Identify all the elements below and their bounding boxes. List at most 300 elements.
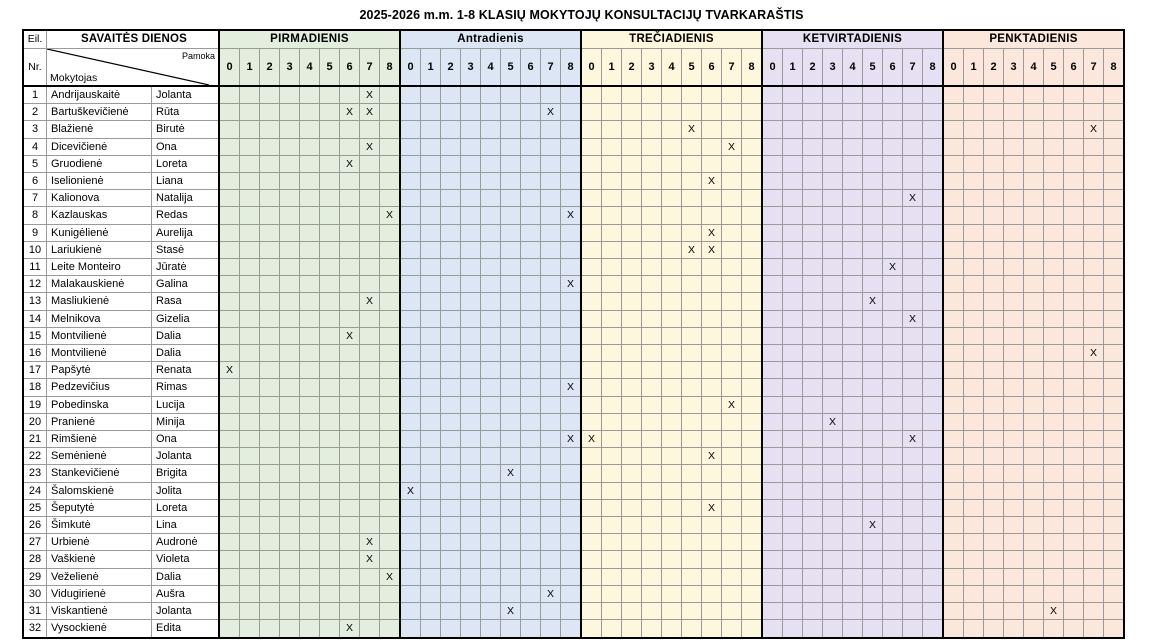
schedule-cell-d3-s8[interactable] (742, 465, 763, 482)
schedule-cell-d5-s6[interactable] (1064, 138, 1084, 155)
schedule-cell-d4-s2[interactable] (803, 482, 823, 499)
schedule-cell-d3-s8[interactable] (742, 138, 763, 155)
schedule-cell-d3-s2[interactable] (622, 448, 642, 465)
schedule-cell-d1-s7[interactable] (360, 413, 380, 430)
schedule-cell-d1-s0[interactable] (219, 293, 240, 310)
schedule-cell-d2-s0[interactable] (400, 448, 421, 465)
schedule-cell-d3-s2[interactable] (622, 517, 642, 534)
schedule-cell-d4-s0[interactable] (762, 603, 783, 620)
schedule-cell-d4-s0[interactable] (762, 293, 783, 310)
schedule-cell-d1-s6[interactable]: X (340, 155, 360, 172)
schedule-cell-d3-s0[interactable] (581, 396, 602, 413)
schedule-cell-d3-s7[interactable] (722, 534, 742, 551)
schedule-cell-d3-s2[interactable] (622, 259, 642, 276)
schedule-cell-d1-s2[interactable] (260, 173, 280, 190)
schedule-cell-d1-s8[interactable] (380, 413, 401, 430)
schedule-cell-d3-s2[interactable] (622, 585, 642, 602)
schedule-cell-d1-s1[interactable] (240, 465, 260, 482)
schedule-cell-d1-s0[interactable] (219, 155, 240, 172)
schedule-cell-d3-s5[interactable] (682, 585, 702, 602)
schedule-cell-d1-s6[interactable] (340, 121, 360, 138)
schedule-cell-d5-s2[interactable] (984, 585, 1004, 602)
schedule-cell-d5-s5[interactable] (1044, 499, 1064, 516)
schedule-cell-d3-s7[interactable] (722, 620, 742, 638)
schedule-cell-d4-s4[interactable] (843, 413, 863, 430)
schedule-cell-d4-s6[interactable] (883, 620, 903, 638)
schedule-cell-d5-s7[interactable] (1084, 396, 1104, 413)
schedule-cell-d1-s7[interactable] (360, 585, 380, 602)
schedule-cell-d4-s4[interactable] (843, 310, 863, 327)
schedule-cell-d4-s7[interactable] (903, 362, 923, 379)
schedule-cell-d1-s1[interactable] (240, 86, 260, 104)
schedule-cell-d5-s3[interactable] (1004, 362, 1024, 379)
schedule-cell-d1-s8[interactable] (380, 310, 401, 327)
schedule-cell-d4-s6[interactable] (883, 396, 903, 413)
schedule-cell-d3-s0[interactable] (581, 345, 602, 362)
schedule-cell-d3-s0[interactable] (581, 499, 602, 516)
schedule-cell-d1-s4[interactable] (300, 551, 320, 568)
schedule-cell-d3-s1[interactable] (602, 104, 622, 121)
schedule-cell-d2-s5[interactable] (501, 585, 521, 602)
schedule-cell-d4-s7[interactable] (903, 259, 923, 276)
schedule-cell-d5-s8[interactable] (1104, 585, 1125, 602)
schedule-cell-d1-s6[interactable] (340, 603, 360, 620)
schedule-cell-d5-s2[interactable] (984, 345, 1004, 362)
schedule-cell-d5-s0[interactable] (943, 517, 964, 534)
schedule-cell-d5-s6[interactable] (1064, 241, 1084, 258)
schedule-cell-d2-s0[interactable] (400, 241, 421, 258)
schedule-cell-d1-s8[interactable] (380, 551, 401, 568)
schedule-cell-d5-s8[interactable] (1104, 413, 1125, 430)
schedule-cell-d4-s8[interactable] (923, 517, 944, 534)
schedule-cell-d1-s0[interactable] (219, 259, 240, 276)
schedule-cell-d4-s6[interactable] (883, 379, 903, 396)
schedule-cell-d3-s7[interactable] (722, 86, 742, 104)
schedule-cell-d3-s0[interactable] (581, 104, 602, 121)
schedule-cell-d5-s4[interactable] (1024, 482, 1044, 499)
schedule-cell-d2-s0[interactable] (400, 603, 421, 620)
schedule-cell-d2-s0[interactable] (400, 413, 421, 430)
schedule-cell-d2-s6[interactable] (521, 534, 541, 551)
schedule-cell-d4-s7[interactable] (903, 620, 923, 638)
schedule-cell-d2-s6[interactable] (521, 207, 541, 224)
schedule-cell-d2-s5[interactable] (501, 121, 521, 138)
schedule-cell-d5-s1[interactable] (964, 603, 984, 620)
schedule-cell-d2-s7[interactable] (541, 327, 561, 344)
schedule-cell-d1-s3[interactable] (280, 259, 300, 276)
schedule-cell-d1-s6[interactable] (340, 173, 360, 190)
schedule-cell-d5-s4[interactable] (1024, 620, 1044, 638)
schedule-cell-d4-s7[interactable] (903, 173, 923, 190)
schedule-cell-d1-s1[interactable] (240, 362, 260, 379)
schedule-cell-d2-s4[interactable] (481, 396, 501, 413)
schedule-cell-d4-s6[interactable] (883, 517, 903, 534)
schedule-cell-d3-s3[interactable] (642, 568, 662, 585)
schedule-cell-d5-s1[interactable] (964, 241, 984, 258)
schedule-cell-d1-s2[interactable] (260, 190, 280, 207)
schedule-cell-d1-s2[interactable] (260, 585, 280, 602)
schedule-cell-d3-s3[interactable] (642, 620, 662, 638)
schedule-cell-d3-s5[interactable] (682, 224, 702, 241)
schedule-cell-d4-s4[interactable] (843, 241, 863, 258)
schedule-cell-d5-s7[interactable] (1084, 259, 1104, 276)
schedule-cell-d4-s8[interactable] (923, 276, 944, 293)
schedule-cell-d1-s8[interactable] (380, 620, 401, 638)
schedule-cell-d1-s6[interactable] (340, 276, 360, 293)
schedule-cell-d4-s3[interactable] (823, 259, 843, 276)
schedule-cell-d2-s1[interactable] (421, 190, 441, 207)
schedule-cell-d2-s5[interactable] (501, 224, 521, 241)
schedule-cell-d2-s8[interactable] (561, 86, 582, 104)
schedule-cell-d5-s5[interactable] (1044, 86, 1064, 104)
schedule-cell-d4-s7[interactable] (903, 155, 923, 172)
schedule-cell-d4-s4[interactable] (843, 448, 863, 465)
schedule-cell-d2-s6[interactable] (521, 585, 541, 602)
schedule-cell-d5-s4[interactable] (1024, 396, 1044, 413)
schedule-cell-d5-s5[interactable] (1044, 293, 1064, 310)
schedule-cell-d4-s0[interactable] (762, 173, 783, 190)
schedule-cell-d2-s5[interactable] (501, 448, 521, 465)
schedule-cell-d5-s0[interactable] (943, 104, 964, 121)
schedule-cell-d1-s4[interactable] (300, 568, 320, 585)
schedule-cell-d3-s0[interactable] (581, 276, 602, 293)
schedule-cell-d4-s3[interactable] (823, 327, 843, 344)
schedule-cell-d4-s2[interactable] (803, 465, 823, 482)
schedule-cell-d2-s6[interactable] (521, 276, 541, 293)
schedule-cell-d2-s1[interactable] (421, 534, 441, 551)
schedule-cell-d4-s8[interactable] (923, 138, 944, 155)
schedule-cell-d3-s7[interactable] (722, 259, 742, 276)
schedule-cell-d5-s1[interactable] (964, 173, 984, 190)
schedule-cell-d2-s7[interactable] (541, 499, 561, 516)
schedule-cell-d4-s6[interactable] (883, 482, 903, 499)
schedule-cell-d2-s4[interactable] (481, 482, 501, 499)
schedule-cell-d2-s2[interactable] (441, 534, 461, 551)
schedule-cell-d3-s1[interactable] (602, 293, 622, 310)
schedule-cell-d2-s0[interactable] (400, 293, 421, 310)
schedule-cell-d5-s2[interactable] (984, 241, 1004, 258)
schedule-cell-d1-s6[interactable] (340, 499, 360, 516)
schedule-cell-d1-s5[interactable] (320, 190, 340, 207)
schedule-cell-d3-s8[interactable] (742, 241, 763, 258)
schedule-cell-d4-s1[interactable] (783, 86, 803, 104)
schedule-cell-d3-s0[interactable] (581, 603, 602, 620)
schedule-cell-d4-s2[interactable] (803, 585, 823, 602)
schedule-cell-d5-s2[interactable] (984, 224, 1004, 241)
schedule-cell-d5-s5[interactable] (1044, 413, 1064, 430)
schedule-cell-d2-s5[interactable] (501, 499, 521, 516)
schedule-cell-d4-s7[interactable] (903, 396, 923, 413)
schedule-cell-d5-s7[interactable] (1084, 362, 1104, 379)
schedule-cell-d2-s8[interactable]: X (561, 431, 582, 448)
schedule-cell-d5-s3[interactable] (1004, 534, 1024, 551)
schedule-cell-d3-s7[interactable]: X (722, 396, 742, 413)
schedule-cell-d3-s5[interactable] (682, 310, 702, 327)
schedule-cell-d1-s8[interactable] (380, 603, 401, 620)
schedule-cell-d5-s8[interactable] (1104, 155, 1125, 172)
schedule-cell-d2-s5[interactable] (501, 293, 521, 310)
schedule-cell-d2-s1[interactable] (421, 568, 441, 585)
schedule-cell-d5-s1[interactable] (964, 431, 984, 448)
schedule-cell-d4-s2[interactable] (803, 173, 823, 190)
schedule-cell-d3-s1[interactable] (602, 499, 622, 516)
schedule-cell-d1-s5[interactable] (320, 413, 340, 430)
schedule-cell-d4-s2[interactable] (803, 603, 823, 620)
schedule-cell-d4-s4[interactable] (843, 190, 863, 207)
schedule-cell-d2-s2[interactable] (441, 396, 461, 413)
schedule-cell-d2-s0[interactable] (400, 121, 421, 138)
schedule-cell-d5-s6[interactable] (1064, 396, 1084, 413)
schedule-cell-d2-s7[interactable] (541, 413, 561, 430)
schedule-cell-d5-s7[interactable] (1084, 224, 1104, 241)
schedule-cell-d4-s3[interactable]: X (823, 413, 843, 430)
schedule-cell-d2-s2[interactable] (441, 465, 461, 482)
schedule-cell-d4-s2[interactable] (803, 431, 823, 448)
schedule-cell-d1-s4[interactable] (300, 413, 320, 430)
schedule-cell-d5-s2[interactable] (984, 482, 1004, 499)
schedule-cell-d1-s6[interactable]: X (340, 620, 360, 638)
schedule-cell-d5-s1[interactable] (964, 379, 984, 396)
schedule-cell-d3-s8[interactable] (742, 310, 763, 327)
schedule-cell-d5-s2[interactable] (984, 568, 1004, 585)
schedule-cell-d5-s7[interactable] (1084, 86, 1104, 104)
schedule-cell-d2-s4[interactable] (481, 362, 501, 379)
schedule-cell-d2-s0[interactable] (400, 173, 421, 190)
schedule-cell-d3-s2[interactable] (622, 293, 642, 310)
schedule-cell-d4-s7[interactable] (903, 379, 923, 396)
schedule-cell-d2-s8[interactable] (561, 482, 582, 499)
schedule-cell-d4-s0[interactable] (762, 207, 783, 224)
schedule-cell-d2-s5[interactable] (501, 173, 521, 190)
schedule-cell-d1-s0[interactable] (219, 207, 240, 224)
schedule-cell-d2-s2[interactable] (441, 241, 461, 258)
schedule-cell-d5-s8[interactable] (1104, 568, 1125, 585)
schedule-cell-d4-s2[interactable] (803, 121, 823, 138)
schedule-cell-d3-s6[interactable] (702, 568, 722, 585)
schedule-cell-d1-s4[interactable] (300, 379, 320, 396)
schedule-cell-d4-s6[interactable] (883, 276, 903, 293)
schedule-cell-d2-s6[interactable] (521, 499, 541, 516)
schedule-cell-d1-s0[interactable] (219, 534, 240, 551)
schedule-cell-d1-s1[interactable] (240, 155, 260, 172)
schedule-cell-d4-s3[interactable] (823, 276, 843, 293)
schedule-cell-d1-s7[interactable] (360, 276, 380, 293)
schedule-cell-d1-s5[interactable] (320, 207, 340, 224)
schedule-cell-d4-s4[interactable] (843, 224, 863, 241)
schedule-cell-d2-s2[interactable] (441, 259, 461, 276)
schedule-cell-d2-s1[interactable] (421, 276, 441, 293)
schedule-cell-d4-s5[interactable] (863, 379, 883, 396)
schedule-cell-d3-s5[interactable] (682, 534, 702, 551)
schedule-cell-d3-s0[interactable] (581, 327, 602, 344)
schedule-cell-d5-s7[interactable] (1084, 173, 1104, 190)
schedule-cell-d3-s1[interactable] (602, 241, 622, 258)
schedule-cell-d1-s6[interactable] (340, 345, 360, 362)
schedule-cell-d4-s4[interactable] (843, 121, 863, 138)
schedule-cell-d1-s5[interactable] (320, 603, 340, 620)
schedule-cell-d2-s2[interactable] (441, 104, 461, 121)
schedule-cell-d3-s0[interactable] (581, 121, 602, 138)
schedule-cell-d5-s0[interactable] (943, 345, 964, 362)
schedule-cell-d4-s4[interactable] (843, 465, 863, 482)
schedule-cell-d4-s1[interactable] (783, 224, 803, 241)
schedule-cell-d5-s3[interactable] (1004, 603, 1024, 620)
schedule-cell-d1-s0[interactable] (219, 603, 240, 620)
schedule-cell-d4-s6[interactable] (883, 121, 903, 138)
schedule-cell-d4-s0[interactable] (762, 499, 783, 516)
schedule-cell-d1-s2[interactable] (260, 431, 280, 448)
schedule-cell-d5-s0[interactable] (943, 138, 964, 155)
schedule-cell-d5-s7[interactable] (1084, 534, 1104, 551)
schedule-cell-d2-s3[interactable] (461, 585, 481, 602)
schedule-cell-d2-s0[interactable] (400, 224, 421, 241)
schedule-cell-d3-s3[interactable] (642, 396, 662, 413)
schedule-cell-d3-s7[interactable] (722, 448, 742, 465)
schedule-cell-d2-s7[interactable] (541, 224, 561, 241)
schedule-cell-d3-s2[interactable] (622, 190, 642, 207)
schedule-cell-d4-s5[interactable]: X (863, 517, 883, 534)
schedule-cell-d5-s5[interactable] (1044, 534, 1064, 551)
schedule-cell-d3-s3[interactable] (642, 207, 662, 224)
schedule-cell-d1-s6[interactable] (340, 465, 360, 482)
schedule-cell-d5-s5[interactable] (1044, 259, 1064, 276)
schedule-cell-d5-s6[interactable] (1064, 482, 1084, 499)
schedule-cell-d2-s4[interactable] (481, 379, 501, 396)
schedule-cell-d1-s2[interactable] (260, 568, 280, 585)
schedule-cell-d4-s7[interactable] (903, 276, 923, 293)
schedule-cell-d3-s2[interactable] (622, 86, 642, 104)
schedule-cell-d5-s3[interactable] (1004, 310, 1024, 327)
schedule-cell-d1-s3[interactable] (280, 568, 300, 585)
schedule-cell-d3-s1[interactable] (602, 585, 622, 602)
schedule-cell-d2-s2[interactable] (441, 413, 461, 430)
schedule-cell-d5-s6[interactable] (1064, 413, 1084, 430)
schedule-cell-d3-s1[interactable] (602, 310, 622, 327)
schedule-cell-d4-s2[interactable] (803, 138, 823, 155)
schedule-cell-d1-s4[interactable] (300, 396, 320, 413)
schedule-cell-d1-s2[interactable] (260, 327, 280, 344)
schedule-cell-d1-s4[interactable] (300, 517, 320, 534)
schedule-cell-d4-s8[interactable] (923, 190, 944, 207)
schedule-cell-d3-s6[interactable]: X (702, 448, 722, 465)
schedule-cell-d2-s5[interactable] (501, 431, 521, 448)
schedule-cell-d1-s6[interactable] (340, 551, 360, 568)
schedule-cell-d1-s2[interactable] (260, 345, 280, 362)
schedule-cell-d3-s3[interactable] (642, 259, 662, 276)
schedule-cell-d2-s8[interactable]: X (561, 207, 582, 224)
schedule-cell-d2-s1[interactable] (421, 104, 441, 121)
schedule-cell-d2-s3[interactable] (461, 620, 481, 638)
schedule-cell-d2-s7[interactable] (541, 396, 561, 413)
schedule-cell-d4-s2[interactable] (803, 551, 823, 568)
schedule-cell-d4-s3[interactable] (823, 585, 843, 602)
schedule-cell-d2-s1[interactable] (421, 620, 441, 638)
schedule-cell-d1-s6[interactable] (340, 517, 360, 534)
schedule-cell-d5-s5[interactable] (1044, 327, 1064, 344)
schedule-cell-d1-s5[interactable] (320, 224, 340, 241)
schedule-cell-d5-s7[interactable] (1084, 310, 1104, 327)
schedule-cell-d1-s6[interactable] (340, 413, 360, 430)
schedule-cell-d2-s5[interactable] (501, 517, 521, 534)
schedule-cell-d3-s8[interactable] (742, 173, 763, 190)
schedule-cell-d3-s3[interactable] (642, 534, 662, 551)
schedule-cell-d3-s4[interactable] (662, 517, 682, 534)
schedule-cell-d4-s6[interactable]: X (883, 259, 903, 276)
schedule-cell-d2-s8[interactable] (561, 413, 582, 430)
schedule-cell-d1-s6[interactable] (340, 568, 360, 585)
schedule-cell-d5-s1[interactable] (964, 448, 984, 465)
schedule-cell-d4-s6[interactable] (883, 499, 903, 516)
schedule-cell-d1-s1[interactable] (240, 345, 260, 362)
schedule-cell-d1-s0[interactable] (219, 276, 240, 293)
schedule-cell-d4-s8[interactable] (923, 551, 944, 568)
schedule-cell-d4-s1[interactable] (783, 413, 803, 430)
schedule-cell-d2-s1[interactable] (421, 465, 441, 482)
schedule-cell-d1-s8[interactable]: X (380, 207, 401, 224)
schedule-cell-d1-s7[interactable] (360, 517, 380, 534)
schedule-cell-d2-s7[interactable] (541, 448, 561, 465)
schedule-cell-d4-s1[interactable] (783, 551, 803, 568)
schedule-cell-d4-s4[interactable] (843, 517, 863, 534)
schedule-cell-d4-s5[interactable] (863, 327, 883, 344)
schedule-cell-d4-s4[interactable] (843, 155, 863, 172)
schedule-cell-d3-s8[interactable] (742, 207, 763, 224)
schedule-cell-d3-s5[interactable] (682, 431, 702, 448)
schedule-cell-d2-s5[interactable] (501, 345, 521, 362)
schedule-cell-d5-s0[interactable] (943, 568, 964, 585)
schedule-cell-d4-s7[interactable] (903, 568, 923, 585)
schedule-cell-d5-s4[interactable] (1024, 259, 1044, 276)
schedule-cell-d3-s1[interactable] (602, 259, 622, 276)
schedule-cell-d2-s5[interactable] (501, 396, 521, 413)
schedule-cell-d5-s5[interactable] (1044, 465, 1064, 482)
schedule-cell-d4-s3[interactable] (823, 104, 843, 121)
schedule-cell-d1-s0[interactable] (219, 551, 240, 568)
schedule-cell-d5-s5[interactable]: X (1044, 603, 1064, 620)
schedule-cell-d4-s5[interactable] (863, 620, 883, 638)
schedule-cell-d2-s1[interactable] (421, 86, 441, 104)
schedule-cell-d5-s6[interactable] (1064, 207, 1084, 224)
schedule-cell-d3-s2[interactable] (622, 413, 642, 430)
schedule-cell-d5-s3[interactable] (1004, 104, 1024, 121)
schedule-cell-d3-s5[interactable] (682, 499, 702, 516)
schedule-cell-d3-s2[interactable] (622, 396, 642, 413)
schedule-cell-d5-s3[interactable] (1004, 517, 1024, 534)
schedule-cell-d5-s6[interactable] (1064, 327, 1084, 344)
schedule-cell-d4-s3[interactable] (823, 362, 843, 379)
schedule-cell-d2-s7[interactable] (541, 482, 561, 499)
schedule-cell-d5-s0[interactable] (943, 86, 964, 104)
schedule-cell-d2-s6[interactable] (521, 603, 541, 620)
schedule-cell-d4-s4[interactable] (843, 482, 863, 499)
schedule-cell-d2-s4[interactable] (481, 413, 501, 430)
schedule-cell-d4-s2[interactable] (803, 207, 823, 224)
schedule-cell-d2-s4[interactable] (481, 551, 501, 568)
schedule-cell-d3-s3[interactable] (642, 138, 662, 155)
schedule-cell-d1-s4[interactable] (300, 310, 320, 327)
schedule-cell-d2-s2[interactable] (441, 362, 461, 379)
schedule-cell-d1-s0[interactable] (219, 499, 240, 516)
schedule-cell-d5-s4[interactable] (1024, 499, 1044, 516)
schedule-cell-d2-s3[interactable] (461, 155, 481, 172)
schedule-cell-d1-s6[interactable] (340, 241, 360, 258)
schedule-cell-d1-s4[interactable] (300, 104, 320, 121)
schedule-cell-d3-s6[interactable]: X (702, 173, 722, 190)
schedule-cell-d1-s8[interactable] (380, 482, 401, 499)
schedule-cell-d4-s5[interactable] (863, 413, 883, 430)
schedule-cell-d3-s4[interactable] (662, 465, 682, 482)
schedule-cell-d5-s4[interactable] (1024, 517, 1044, 534)
